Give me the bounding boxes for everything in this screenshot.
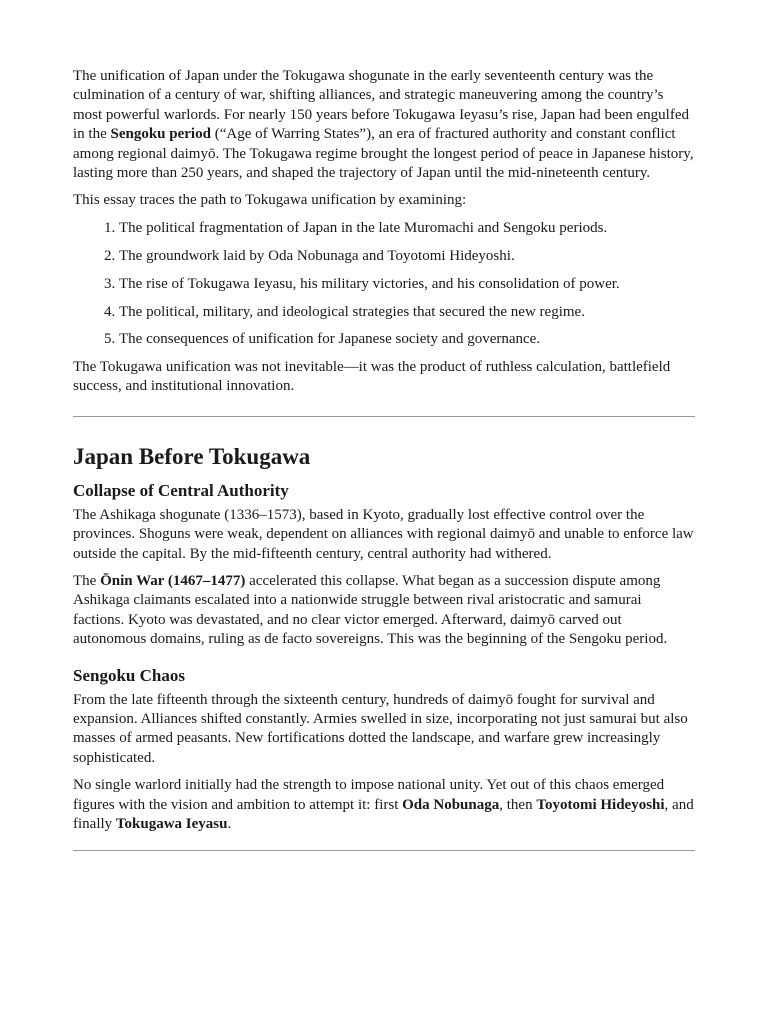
list-item: 2. The groundwork laid by Oda Nobunaga and Toyotomi Hideyoshi. <box>119 247 695 266</box>
list-item: 3. The rise of Tokugawa Ieyasu, his military victories, and his consolidation of power. <box>119 275 695 294</box>
sengoku-p2-text-a: No single warlord initially had the strength to impose national unity. Yet out of this chaos emerged figures with the vision and ambition to attempt it: first <box>73 777 665 813</box>
section-heading: Japan Before Tokugawa <box>73 443 311 469</box>
toyotomi-hideyoshi-term: Toyotomi Hideyoshi <box>536 796 665 813</box>
intro-paragraph-2: This essay traces the path to Tokugawa unification by examining: <box>73 192 467 209</box>
onin-war-term: Ōnin War (1467–1477) <box>100 572 246 589</box>
sengoku-paragraph-1: From the late fifteenth through the sixteenth century, hundreds of daimyō fought for survival and expansion. Alliances shifted constantly. Armies swelled in size, incorporating not just samurai but also masses of armed peasants. New fortifications dotted the landscape, and warfare grew increasingly sophisticated. <box>73 691 688 766</box>
intro-p1-text-a: The unification of Japan under the Tokugawa shogunate in the early seventeenth century was the culmination of a century of war, shifting alliances, and strategic maneuvering among the country’s most powerful warlords. For nearly 150 years before Tokugawa Ieyasu’s rise, Japan had been engulfed in the <box>73 68 689 143</box>
intro-paragraph-3: The Tokugawa unification was not inevitable—it was the product of ruthless calculation, battlefield success, and institutional innovation. <box>73 358 671 395</box>
document-page <box>73 0 695 851</box>
essay-outline-list <box>73 219 695 350</box>
tokugawa-ieyasu-term: Tokugawa Ieyasu <box>115 815 228 832</box>
list-item: 5. The consequences of unification for Japanese society and governance. <box>119 330 695 349</box>
section-divider <box>73 850 695 851</box>
collapse-paragraph-2 <box>73 572 695 650</box>
intro-paragraph-1 <box>73 67 695 183</box>
sengoku-p2-text-d: . <box>227 815 232 832</box>
list-item: 1. The political fragmentation of Japan in the late Muromachi and Sengoku periods. <box>119 219 695 238</box>
oda-nobunaga-term: Oda Nobunaga <box>402 796 500 813</box>
collapse-p2-text-a: The <box>73 572 101 589</box>
sengoku-period-term: Sengoku period <box>110 126 211 143</box>
sengoku-p2-text-c: , and finally <box>73 796 694 832</box>
section-divider <box>73 416 695 417</box>
intro-p1-text-b: (“Age of Warring States”), an era of fractured authority and constant conflict among regional daimyō. The Tokugawa regime brought the longest period of peace in Japanese history, lasting more than 250 years, and shaped the trajectory of Japan until the mid-nineteenth century. <box>73 126 694 182</box>
sengoku-paragraph-2 <box>73 776 695 834</box>
subsection-heading-collapse: Collapse of Central Authority <box>73 480 289 500</box>
list-item: 4. The political, military, and ideological strategies that secured the new regime. <box>119 303 695 322</box>
subsection-heading-sengoku: Sengoku Chaos <box>73 665 185 685</box>
collapse-paragraph-1: The Ashikaga shogunate (1336–1573), based in Kyoto, gradually lost effective control over the provinces. Shoguns were weak, dependent on alliances with regional daimyō and unable to enforce law outside the capital. By the mid-fifteenth century, central authority had withered. <box>73 506 694 562</box>
collapse-p2-text-b: accelerated this collapse. What began as a succession dispute among Ashikaga claimants escalated into a nationwide struggle between rival aristocratic and samurai factions. Kyoto was devastated, and no clear victor emerged. Afterward, daimyō carved out autonomous domains, ruling as de facto sovereigns. This was the beginning of the Sengoku period. <box>73 572 668 648</box>
sengoku-p2-text-b: , then <box>499 796 537 813</box>
